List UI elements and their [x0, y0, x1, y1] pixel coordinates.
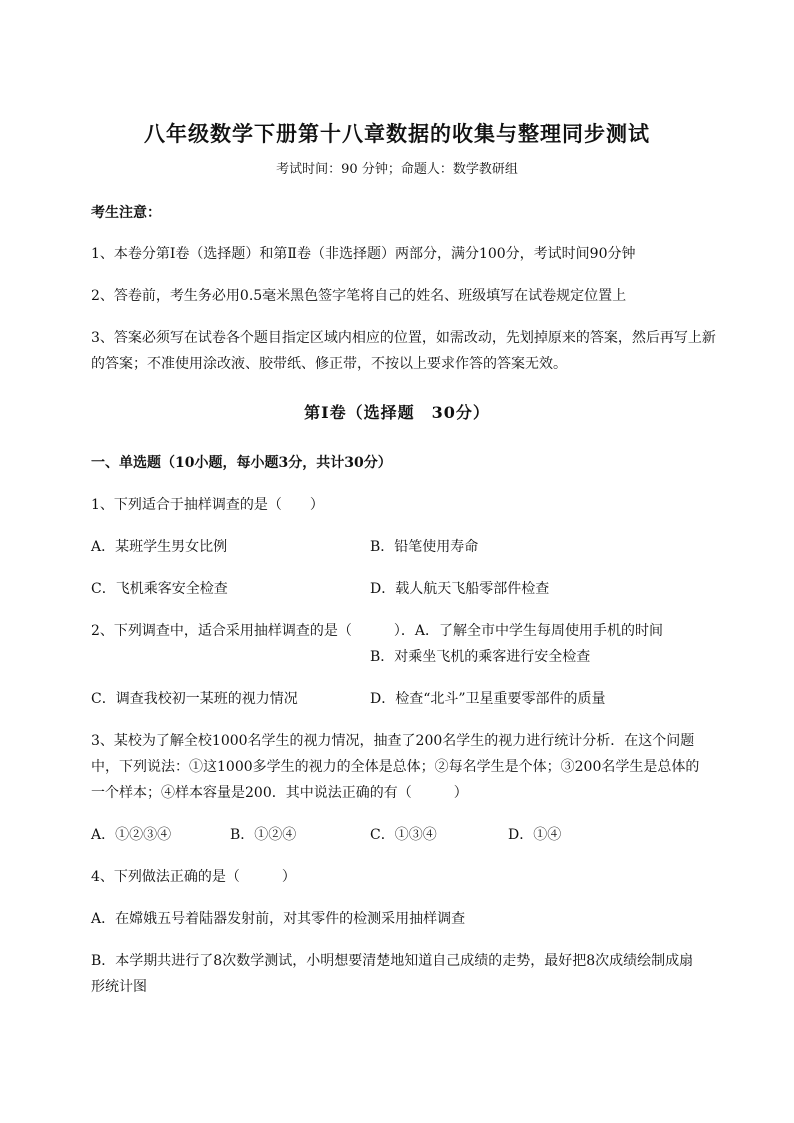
question-3-option-c: C．①③④	[370, 827, 437, 843]
question-4-option-a: A．在嫦娥五号着陆器发射前，对其零件的检测采用抽样调查	[91, 911, 466, 927]
section-title: 第Ⅰ卷（选择题 30分）	[304, 403, 490, 422]
question-2-stem: 2、下列调查中，适合采用抽样调查的是（ ）．A．了解全市中学生每周使用手机的时间	[91, 623, 664, 639]
question-3-option-d: D．①④	[508, 827, 562, 843]
question-2-option-c: C．调查我校初一某班的视力情况	[91, 691, 298, 707]
question-3-stem-line-1: 3、某校为了解全校1000名学生的视力情况，抽查了200名学生的视力进行统计分析．在这个问题	[91, 733, 695, 749]
question-1-option-b: B．铅笔使用寿命	[370, 539, 479, 555]
question-1-stem: 1、下列适合于抽样调查的是（ ）	[91, 497, 324, 513]
question-4-option-b-line-2: 形统计图	[91, 979, 147, 995]
question-3-option-a: A．①②③④	[91, 827, 172, 843]
page-title: 八年级数学下册第十八章数据的收集与整理同步测试	[144, 121, 650, 146]
notice-item-3: 3、答案必须写在试卷各个题目指定区域内相应的位置，如需改动，先划掉原来的答案，然后再写上新	[91, 330, 716, 346]
question-2-option-d: D．检查“北斗”卫星重要零部件的质量	[370, 691, 606, 707]
exam-info: 考试时间：90 分钟；命题人：数学教研组	[276, 162, 518, 177]
notice-item-1: 1、本卷分第Ⅰ卷（选择题）和第Ⅱ卷（非选择题）两部分，满分100分，考试时间90分钟	[91, 246, 636, 262]
notice-heading: 考生注意：	[91, 205, 161, 221]
question-3-stem-line-2: 中，下列说法：①这1000多学生的视力的全体是总体；②每名学生是个体；③200名学生是总体的	[91, 759, 700, 775]
question-1-option-c: C．飞机乘客安全检查	[91, 581, 228, 597]
question-3-option-b: B．①②④	[230, 827, 297, 843]
question-1-option-d: D．载人航天飞船零部件检查	[370, 581, 550, 597]
question-1-option-a: A．某班学生男女比例	[91, 539, 228, 555]
notice-item-3-cont: 的答案；不准使用涂改液、胶带纸、修正带，不按以上要求作答的答案无效。	[91, 356, 567, 372]
notice-item-2: 2、答卷前，考生务必用0.5毫米黑色签字笔将自己的姓名、班级填写在试卷规定位置上	[91, 288, 627, 304]
question-2-option-b: B．对乘坐飞机的乘客进行安全检查	[370, 649, 591, 665]
question-4-option-b-line-1: B．本学期共进行了8次数学测试，小明想要清楚地知道自己成绩的走势，最好把8次成绩绘制成扇	[91, 953, 694, 969]
part-heading: 一、单选题（10小题，每小题3分，共计30分）	[91, 455, 392, 471]
question-4-stem: 4、下列做法正确的是（ ）	[91, 869, 296, 885]
question-3-stem-line-3: 一个样本；④样本容量是200．其中说法正确的有（ ）	[91, 785, 468, 801]
